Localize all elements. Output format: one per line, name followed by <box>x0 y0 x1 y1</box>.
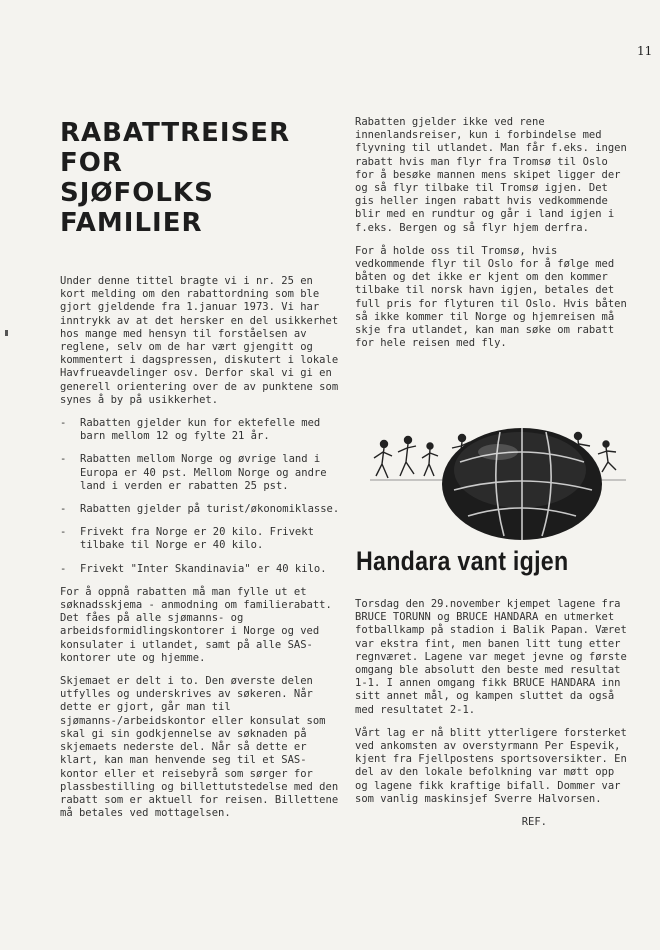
form-paragraph: Skjemaet er delt i to. Den øverste delen utfylles og underskrives av søkeren. Når dette er gjort, går man til sjømanns-/arbeidskontor eller konsulat som skal gi sin godkjennelse av søknaden på skjemaets nederste del. Når så dette er klart, kan man henvende seg til et SAS-kontor eller et reisebyrå som sørger for plassbestilling og billettutstedelse med den rabatt som er aktuell for reisen. Billettene må betales ved mottagelsen. <box>60 675 339 820</box>
rule-item: - Rabatten gjelder på turist/økonomiklasse. <box>60 503 340 516</box>
example-paragraph: For å holde oss til Tromsø, hvis vedkommende flyr til Oslo for å følge med båten og det ikke er kjent om den kommer tilbake til norsk havn igjen, betales det full pris for flyturen til Oslo. Hvis båten så ikke kommer til Norge og hjemreisen må skje fra utlandet, kan man søke om rabatt for hele reisen med fly. <box>355 244 627 350</box>
football-illustration <box>370 418 626 540</box>
signature: REF. <box>521 816 547 829</box>
rule-text: Frivekt fra Norge er 20 kilo. Frivekt tilbake til Norge er 40 kilo. <box>80 526 314 552</box>
title-line: SJØFOLKS <box>60 178 214 208</box>
left-column <box>60 275 340 830</box>
rule-item: - Frivekt fra Norge er 20 kilo. Frivekt tilbake til Norge er 40 kilo. <box>60 526 314 552</box>
article-title-handara: Handara vant igjen <box>356 546 569 576</box>
rule-item: - Frivekt "Inter Skandinavia" er 40 kilo. <box>60 562 327 575</box>
article-title-rabattreiser <box>60 118 330 238</box>
title-line: FOR <box>60 148 123 178</box>
rule-text: Rabatten gjelder på turist/økonomiklasse. <box>80 503 340 516</box>
right-column-top <box>355 116 627 360</box>
page-number: 11 <box>637 44 653 58</box>
rule-text: Frivekt "Inter Skandinavia" er 40 kilo. <box>80 562 327 575</box>
rule-item: - Rabatten gjelder kun for ektefelle med barn mellom 12 og fylte 21 år. <box>60 417 321 443</box>
match-paragraph: Torsdag den 29.november kjempet lagene fra BRUCE TORUNN og BRUCE HANDARA en utmerket fotballkamp på stadion i Balik Papan. Været var ekstra fint, men banen litt tung etter regnværet. Lagene var meget jevne og første omgang ble absolutt den beste med resultat 1-1. I annen omgang fikk BRUCE HANDARA inn sitt annet mål, og kampen sluttet da også med resultatet 2-1. <box>355 598 627 716</box>
rule-text: Rabatten mellom Norge og øvrige land i Europa er 40 pst. Mellom Norge og andre land i verden er rabatten 25 pst. <box>80 453 327 492</box>
rule-item: - Rabatten mellom Norge og øvrige land i Europa er 40 pst. Mellom Norge og andre land i verden er rabatten 25 pst. <box>60 453 327 492</box>
title-line: FAMILIER <box>60 208 203 238</box>
apply-paragraph: For å oppnå rabatten må man fylle ut et søknadsskjema - anmodning om familierabatt. Det fåes på alle sjømanns- og arbeidsformidlingskontorer i Norge og ved konsulater i utlandet, samt på alle SAS-kontorer ute og hjemme. <box>60 585 332 664</box>
team-paragraph: Vårt lag er nå blitt ytterligere forsterket ved ankomsten av overstyrmann Per Espevik, kjent fra Fjellpostens sportsoversikter. En del av den lokale befolkning var møtt opp og lagene fikk kraftige bifall. Dommer var som vanlig maskinsjef Sverre Halvorsen. <box>355 726 627 805</box>
title-line: RABATTREISER <box>60 118 291 148</box>
rule-text: Rabatten gjelder kun for ektefelle med barn mellom 12 og fylte 21 år. <box>80 417 321 443</box>
rules-list <box>60 417 340 576</box>
intro-paragraph: Under denne tittel bragte vi i nr. 25 en kort melding om den rabattordning som ble gjort gjeldende fra 1.januar 1973. Vi har inntrykk av at det hersker en del usikkerhet hos mange med hensyn til forståelsen av reglene, selv om de har vært gjengitt og kommentert i dagspressen, diskutert i lokale Havfrueavdelinger osv. Derfor skal vi gi en generell orientering over de av punktene som synes å by på usikkerhet. <box>60 275 339 406</box>
binder-hole-mark <box>5 330 8 336</box>
right-column-bottom <box>355 598 627 839</box>
domestic-paragraph: Rabatten gjelder ikke ved rene innenlandsreiser, kun i forbindelse med flyvning til utlandet. Man får f.eks. ingen rabatt hvis man flyr fra Tromsø til Oslo for å besøke mannen mens skipet ligger der og så flyr tilbake til Tromsø igjen. Det gis heller ingen rabatt hvis vedkommende blir med en rundtur og går i land igjen i f.eks. Bergen og så flyr hjem derfra. <box>355 116 627 234</box>
